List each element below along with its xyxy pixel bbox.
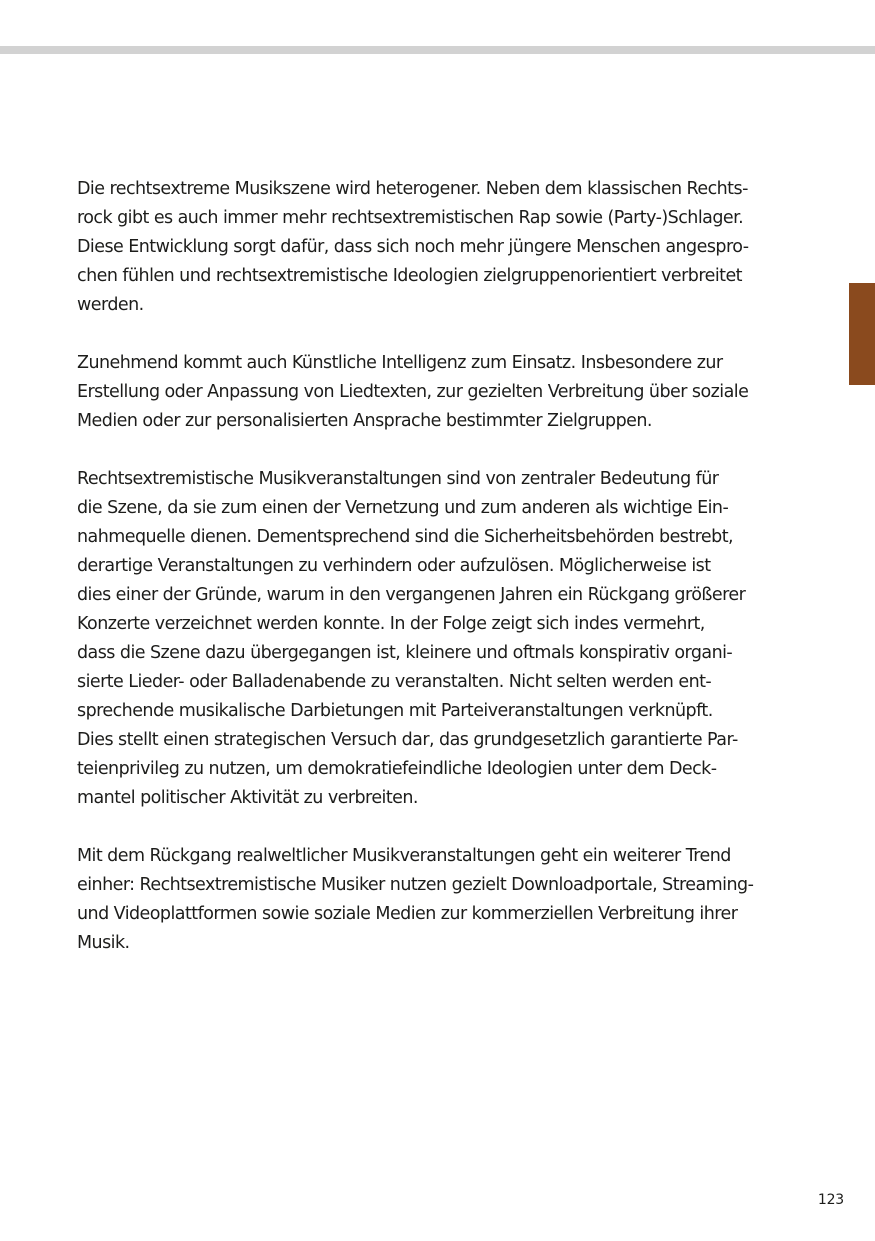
text-line: Die rechtsextreme Musikszene wird heterogener. Neben dem klassischen Rechts- [77, 179, 748, 199]
text-line: Dies stellt einen strategischen Versuch dar, das grundgesetzlich garantierte Par- [77, 730, 738, 750]
paragraph-3 [77, 465, 807, 813]
text-line: Diese Entwicklung sorgt dafür, dass sich noch mehr jüngere Menschen angespro- [77, 237, 749, 257]
text-line: dies einer der Gründe, warum in den vergangenen Jahren ein Rückgang größerer [77, 585, 746, 605]
text-line: dass die Szene dazu übergegangen ist, kleinere und oftmals konspirativ organi- [77, 643, 733, 663]
text-line: Musik. [77, 933, 130, 953]
text-line: nahmequelle dienen. Dementsprechend sind die Sicherheitsbehörden bestrebt, [77, 527, 734, 547]
paragraph-1 [77, 175, 807, 320]
page-number: 123 [817, 1192, 844, 1208]
text-line: teienprivileg zu nutzen, um demokratiefeindliche Ideologien unter dem Deck- [77, 759, 717, 779]
text-line: Rechtsextremistische Musikveranstaltungen sind von zentraler Bedeutung für [77, 469, 719, 489]
text-line: einher: Rechtsextremistische Musiker nutzen gezielt Downloadportale, Streaming- [77, 875, 754, 895]
text-line: Medien oder zur personalisierten Ansprache bestimmter Zielgruppen. [77, 411, 652, 431]
text-line: sprechende musikalische Darbietungen mit Parteiveranstaltungen verknüpft. [77, 701, 713, 721]
text-line: Mit dem Rückgang realweltlicher Musikveranstaltungen geht ein weiterer Trend [77, 846, 731, 866]
paragraph-2 [77, 349, 807, 436]
text-line: Konzerte verzeichnet werden konnte. In der Folge zeigt sich indes vermehrt, [77, 614, 705, 634]
text-line: Zunehmend kommt auch Künstliche Intelligenz zum Einsatz. Insbesondere zur [77, 353, 723, 373]
text-line: sierte Lieder- oder Balladenabende zu veranstalten. Nicht selten werden ent- [77, 672, 712, 692]
chapter-tab-marker [849, 283, 875, 385]
top-rule [0, 46, 875, 54]
text-line: chen fühlen und rechtsextremistische Ideologien zielgruppenorientiert verbreitet [77, 266, 742, 286]
text-line: derartige Veranstaltungen zu verhindern oder aufzulösen. Möglicherweise ist [77, 556, 711, 576]
paragraph-4 [77, 842, 807, 958]
text-line: mantel politischer Aktivität zu verbreiten. [77, 788, 418, 808]
text-line: werden. [77, 295, 144, 315]
text-line: Erstellung oder Anpassung von Liedtexten, zur gezielten Verbreitung über soziale [77, 382, 749, 402]
text-line: rock gibt es auch immer mehr rechtsextremistischen Rap sowie (Party-)Schlager. [77, 208, 744, 228]
text-line: die Szene, da sie zum einen der Vernetzung und zum anderen als wichtige Ein- [77, 498, 729, 518]
body-text [77, 175, 807, 987]
text-line: und Videoplattformen sowie soziale Medien zur kommerziellen Verbreitung ihrer [77, 904, 738, 924]
